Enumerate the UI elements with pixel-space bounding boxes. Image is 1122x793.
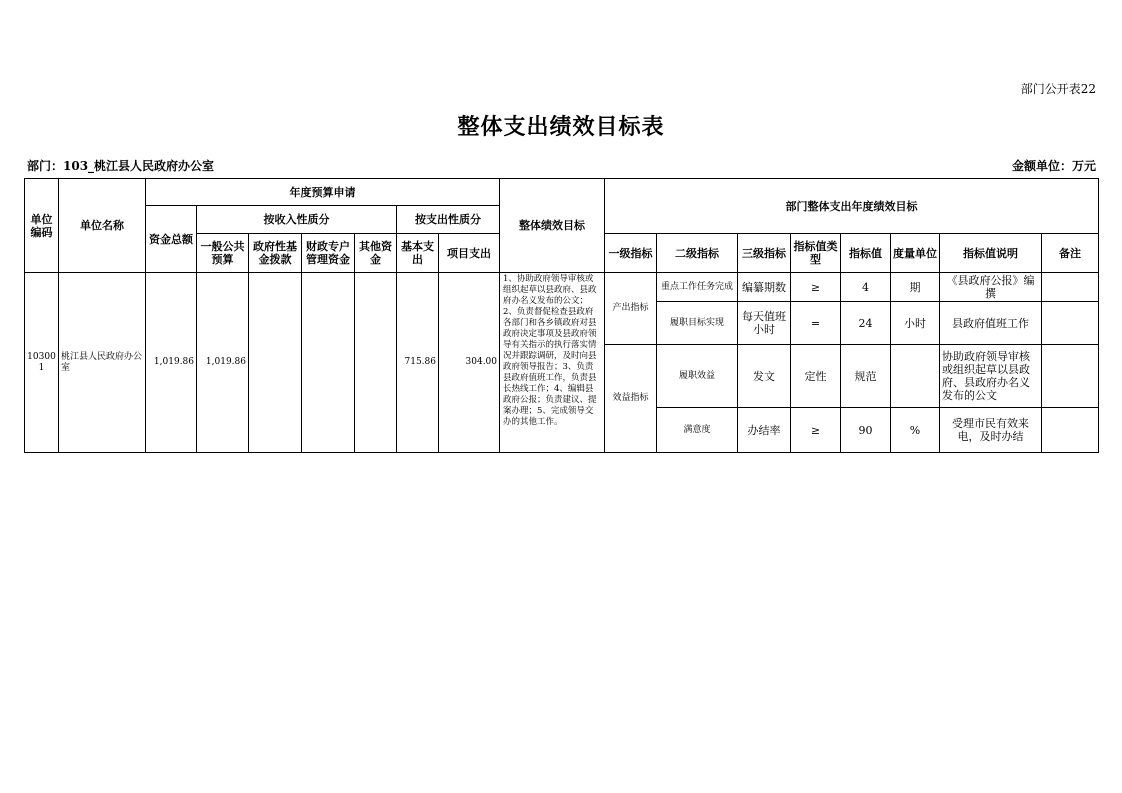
header-annual-budget: 年度预算申请 — [146, 179, 500, 206]
amount-unit-label: 金额单位：万元 — [1011, 159, 1096, 173]
header-remark: 备注 — [1042, 234, 1099, 273]
indicator-remark — [1042, 273, 1099, 302]
general-public-cell: 1,019.86 — [197, 273, 249, 453]
header-overall-goal: 整体绩效目标 — [500, 179, 605, 273]
indicator-type: 定性 — [791, 345, 841, 408]
indicator-unit: 期 — [891, 273, 940, 302]
header-general-public: 一般公共预算 — [197, 234, 249, 273]
header-value-desc: 指标值说明 — [940, 234, 1042, 273]
indicator-type: = — [791, 302, 841, 345]
header-unit-name: 单位名称 — [59, 179, 146, 273]
header-by-income: 按收入性质分 — [197, 206, 397, 234]
indicator-desc: 受理市民有效来电，及时办结 — [940, 408, 1042, 453]
header-by-expense: 按支出性质分 — [397, 206, 500, 234]
other-funds-cell — [355, 273, 397, 453]
indicator-level1: 产出指标 — [605, 273, 657, 345]
header-dept-goal: 部门整体支出年度绩效目标 — [605, 179, 1099, 234]
indicator-level3: 每天值班小时 — [738, 302, 791, 345]
header-project-expense: 项目支出 — [439, 234, 500, 273]
total-funds-cell: 1,019.86 — [146, 273, 197, 453]
header-level2: 二级指标 — [657, 234, 738, 273]
indicator-level2: 重点工作任务完成 — [657, 273, 738, 302]
header-unit-code: 单位编码 — [25, 179, 59, 273]
overall-goal-cell: 1、协助政府领导审核或组织起草以县政府、县政府办名义发布的公文；2、负责督促检查县政府各部门和各乡镇政府对县政府决定事项及县政府领导有关指示的执行落实情况并跟踪调研，及时向县政府领导报告；3、负责县政府值班工作，负责县长热线工作；4、编辑县政府公报；负责建议、提案办理；5、完成领导交办的其他工作。 — [500, 273, 605, 453]
fiscal-special-cell — [302, 273, 355, 453]
indicator-level2: 满意度 — [657, 408, 738, 453]
indicator-value: 24 — [841, 302, 891, 345]
indicator-value: 90 — [841, 408, 891, 453]
gov-fund-cell — [249, 273, 302, 453]
header-level3: 三级指标 — [738, 234, 791, 273]
indicator-level2: 履职效益 — [657, 345, 738, 408]
indicator-remark — [1042, 345, 1099, 408]
indicator-remark — [1042, 302, 1099, 345]
header-level1: 一级指标 — [605, 234, 657, 273]
project-expense-cell: 304.00 — [439, 273, 500, 453]
header-measure-unit: 度量单位 — [891, 234, 940, 273]
page-title: 整体支出绩效目标表 — [457, 114, 665, 140]
basic-expense-cell: 715.86 — [397, 273, 439, 453]
indicator-level3: 发文 — [738, 345, 791, 408]
indicator-unit: 小时 — [891, 302, 940, 345]
indicator-value: 4 — [841, 273, 891, 302]
indicator-desc: 协助政府领导审核或组织起草以县政府、县政府办名义发布的公文 — [940, 345, 1042, 408]
indicator-unit — [891, 345, 940, 408]
indicator-value: 规范 — [841, 345, 891, 408]
unit-code-cell: 103001 — [25, 273, 59, 453]
indicator-desc: 《县政府公报》编撰 — [940, 273, 1042, 302]
indicator-remark — [1042, 408, 1099, 453]
indicator-unit: % — [891, 408, 940, 453]
table-number: 部门公开表22 — [1020, 82, 1096, 96]
header-value: 指标值 — [841, 234, 891, 273]
indicator-level1: 效益指标 — [605, 345, 657, 453]
header-total-funds: 资金总额 — [146, 206, 197, 273]
header-basic-expense: 基本支出 — [397, 234, 439, 273]
header-gov-fund: 政府性基金拨款 — [249, 234, 302, 273]
indicator-type: ≥ — [791, 273, 841, 302]
indicator-level2: 履职目标实现 — [657, 302, 738, 345]
performance-goal-table — [24, 178, 1099, 453]
indicator-level3: 办结率 — [738, 408, 791, 453]
header-value-type: 指标值类型 — [791, 234, 841, 273]
indicator-type: ≥ — [791, 408, 841, 453]
header-fiscal-special: 财政专户管理资金 — [302, 234, 355, 273]
indicator-level3: 编纂期数 — [738, 273, 791, 302]
header-other-funds: 其他资金 — [355, 234, 397, 273]
indicator-desc: 县政府值班工作 — [940, 302, 1042, 345]
unit-name-cell: 桃江县人民政府办公室 — [59, 273, 146, 453]
department-label: 部门：103_桃江县人民政府办公室 — [27, 159, 215, 173]
